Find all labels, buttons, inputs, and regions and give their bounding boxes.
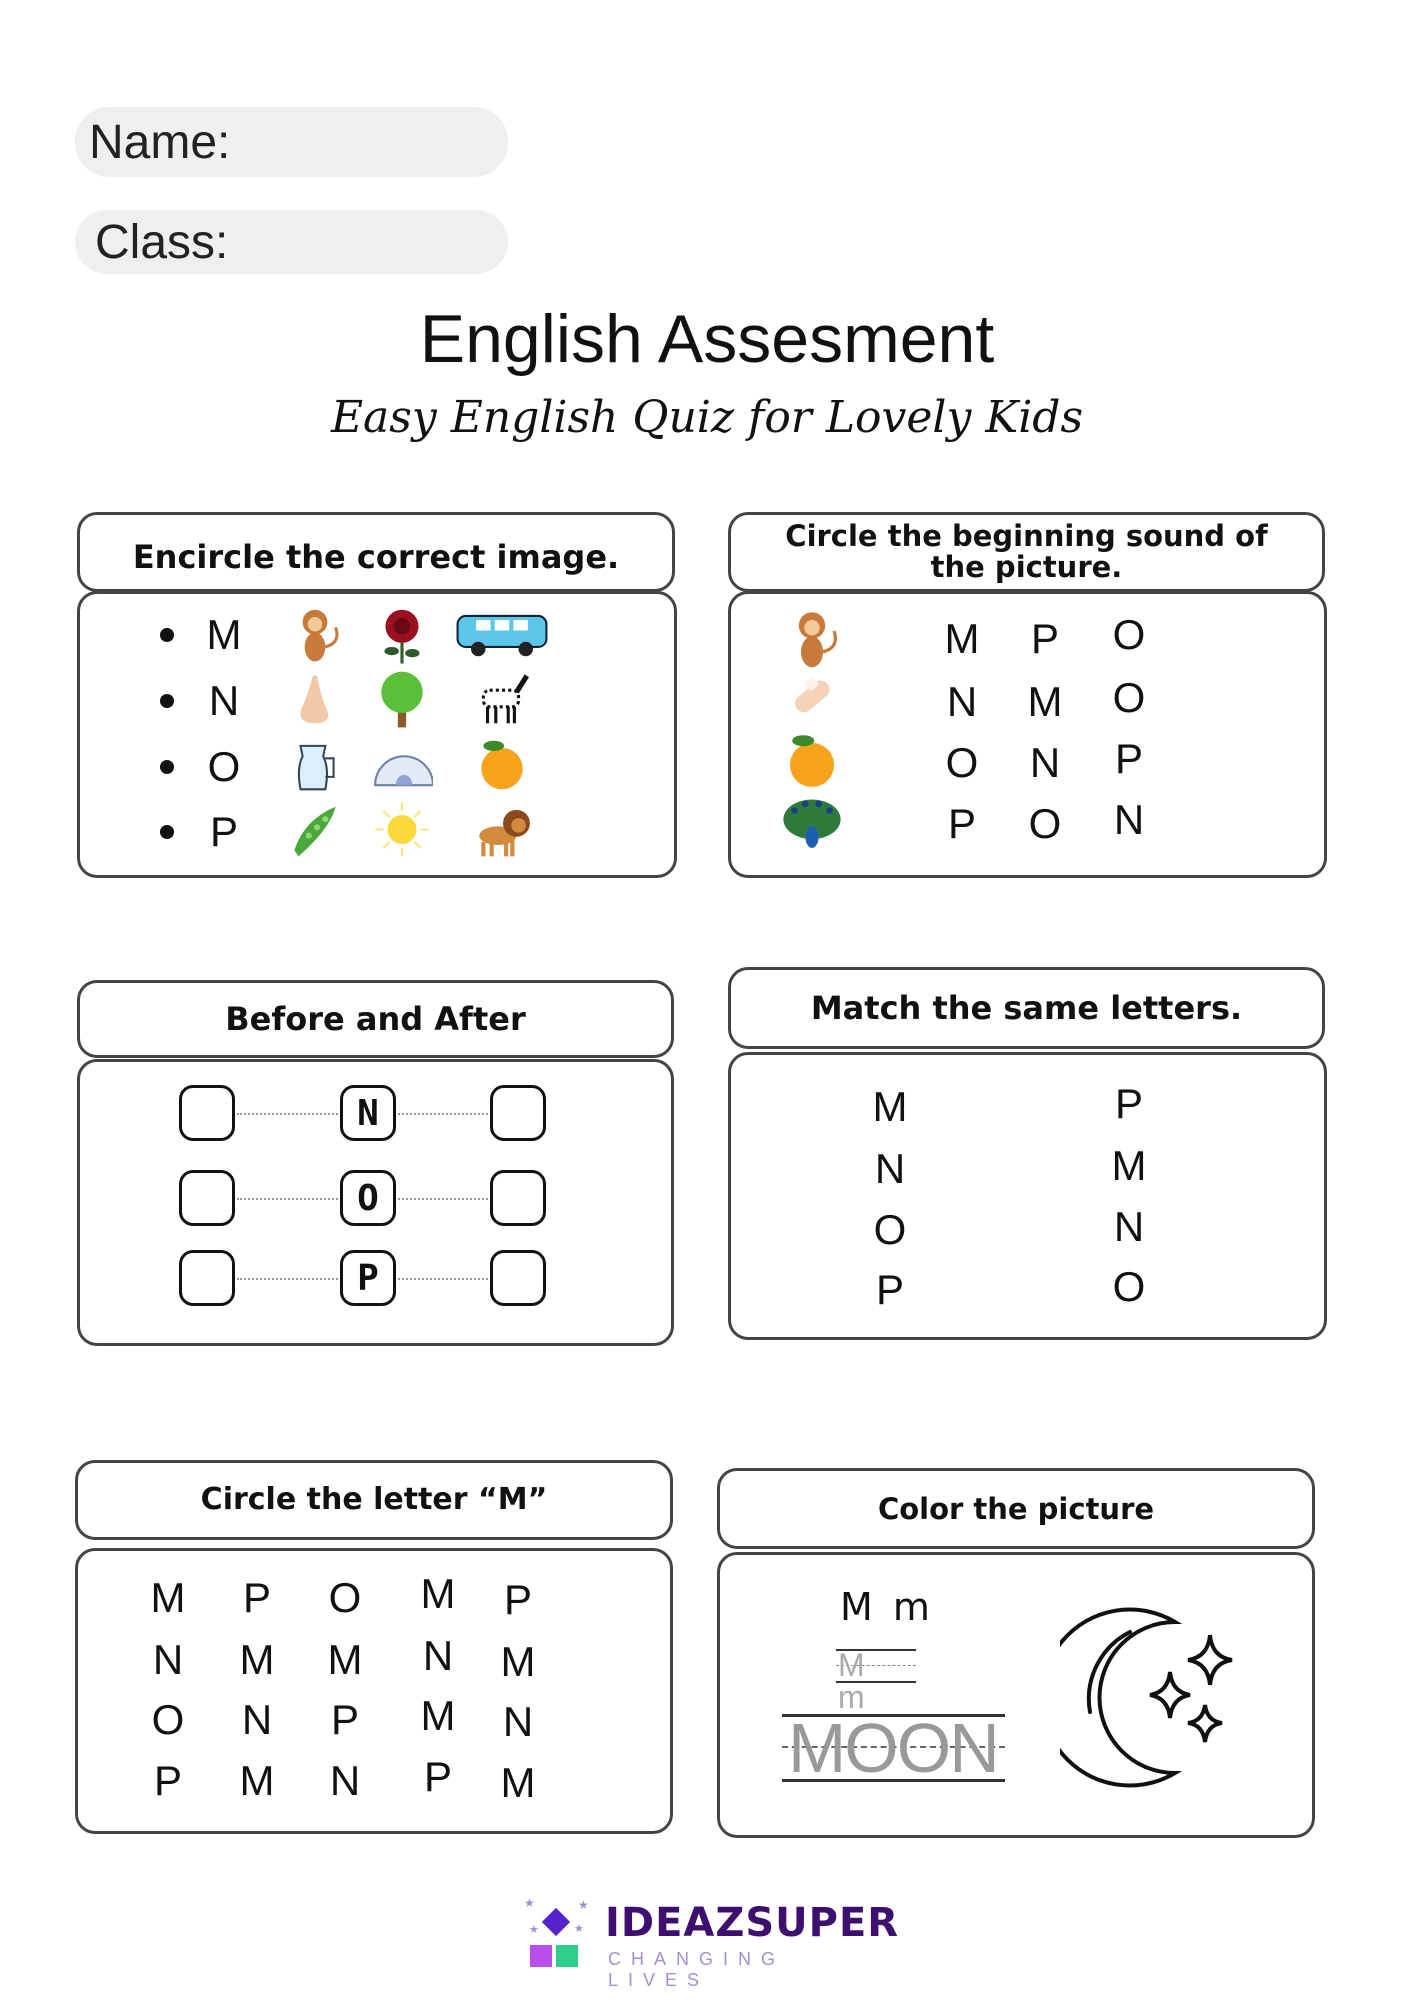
moon-and-stars-icon[interactable] bbox=[1060, 1600, 1260, 1790]
trace-small[interactable] bbox=[836, 1647, 916, 1715]
grid-letter[interactable]: M bbox=[420, 1692, 456, 1739]
match-left-letter[interactable]: N bbox=[874, 1145, 906, 1192]
logo-mark-icon bbox=[520, 1895, 595, 1975]
choice-letter[interactable]: O bbox=[945, 739, 979, 786]
rose-icon[interactable] bbox=[371, 602, 433, 669]
grid-letter[interactable]: O bbox=[151, 1696, 185, 1743]
choice-letter[interactable]: O bbox=[1112, 611, 1146, 658]
grid-letter[interactable]: N bbox=[152, 1636, 184, 1683]
class-label: Class: bbox=[95, 215, 229, 269]
after-answer-box[interactable] bbox=[490, 1250, 546, 1306]
match-left-letter[interactable]: P bbox=[875, 1266, 905, 1313]
monkey-icon[interactable] bbox=[284, 602, 346, 669]
connector-line bbox=[237, 1278, 338, 1280]
grid-letter[interactable]: M bbox=[420, 1570, 456, 1617]
grid-letter[interactable]: P bbox=[503, 1576, 533, 1623]
section-title: Match the same letters. bbox=[810, 989, 1243, 1027]
choice-letter[interactable]: P bbox=[1030, 615, 1060, 662]
grid-letter[interactable]: M bbox=[500, 1759, 536, 1806]
monkey-icon[interactable] bbox=[779, 604, 845, 675]
svg-text:★: ★ bbox=[574, 1923, 584, 1935]
choice-letter[interactable]: O bbox=[1028, 800, 1062, 847]
ideazsuper-logo bbox=[520, 1895, 900, 1990]
letter-o: O bbox=[207, 743, 241, 790]
svg-text:★: ★ bbox=[524, 1896, 535, 1910]
match-right-letter[interactable]: N bbox=[1113, 1203, 1145, 1250]
grid-letter[interactable]: N bbox=[422, 1632, 454, 1679]
grid-letter[interactable]: P bbox=[242, 1574, 272, 1621]
name-label: Name: bbox=[89, 115, 231, 169]
zebra-icon[interactable] bbox=[471, 668, 533, 735]
connector-line bbox=[398, 1278, 488, 1280]
section-title: Before and After bbox=[225, 1000, 526, 1038]
connector-line bbox=[237, 1113, 338, 1115]
connector-line bbox=[398, 1113, 488, 1115]
trace-word-text: MOON bbox=[788, 1709, 998, 1787]
match-left-letter[interactable]: M bbox=[872, 1083, 908, 1130]
bullet bbox=[160, 694, 174, 708]
choice-letter[interactable]: M bbox=[944, 615, 980, 662]
sun-icon[interactable] bbox=[371, 799, 433, 866]
given-letter-box: O bbox=[340, 1170, 396, 1226]
grid-letter[interactable]: M bbox=[500, 1638, 536, 1685]
section-beginning-sound-header bbox=[728, 512, 1325, 592]
section-before-after-header bbox=[77, 980, 674, 1058]
match-right-letter[interactable]: M bbox=[1111, 1142, 1147, 1189]
grid-letter[interactable]: M bbox=[150, 1574, 186, 1621]
page-subtitle: Easy English Quiz for Lovely Kids bbox=[330, 392, 1084, 443]
section-title: Circle the beginning sound of the picture. bbox=[785, 519, 1268, 584]
section-match-header bbox=[728, 967, 1325, 1049]
trace-word[interactable] bbox=[782, 1709, 1005, 1787]
logo-tagline: CHANGING LIVES bbox=[608, 1949, 786, 1990]
tree-icon[interactable] bbox=[371, 668, 433, 735]
grid-letter[interactable]: N bbox=[329, 1757, 361, 1804]
choice-letter[interactable]: N bbox=[946, 678, 978, 725]
given-letter-box: P bbox=[340, 1250, 396, 1306]
page-title: English Assesment bbox=[419, 301, 995, 377]
after-answer-box[interactable] bbox=[490, 1085, 546, 1141]
section-encircle-header bbox=[77, 512, 675, 592]
given-letter-box: N bbox=[340, 1085, 396, 1141]
bullet bbox=[160, 760, 174, 774]
choice-letter[interactable]: N bbox=[1113, 796, 1145, 843]
grid-letter[interactable]: N bbox=[241, 1696, 273, 1743]
lion-icon[interactable] bbox=[471, 799, 533, 866]
grid-letter[interactable]: O bbox=[328, 1574, 362, 1621]
grid-letter[interactable]: N bbox=[502, 1698, 534, 1745]
trace-small-text: M m bbox=[838, 1647, 871, 1715]
section-circle-letter-header bbox=[75, 1460, 673, 1540]
nose-icon[interactable] bbox=[284, 668, 346, 735]
section-title: Circle the letter “M” bbox=[200, 1482, 548, 1517]
letter-p: P bbox=[209, 808, 239, 855]
letter-m: M bbox=[206, 611, 242, 658]
choice-letter[interactable]: O bbox=[1112, 674, 1146, 721]
grid-letter[interactable]: P bbox=[330, 1696, 360, 1743]
bullet bbox=[160, 628, 174, 642]
letter-n: N bbox=[208, 677, 240, 724]
peacock-icon[interactable] bbox=[779, 789, 845, 860]
choice-letter[interactable]: P bbox=[947, 800, 977, 847]
grid-letter[interactable]: M bbox=[327, 1636, 363, 1683]
igloo-icon[interactable] bbox=[371, 734, 433, 801]
logo-name: IDEAZSUPER bbox=[605, 1900, 900, 1946]
choice-letter[interactable]: M bbox=[1027, 678, 1063, 725]
before-answer-box[interactable] bbox=[179, 1085, 235, 1141]
section-title: Color the picture bbox=[877, 1491, 1155, 1526]
match-right-letter[interactable]: O bbox=[1112, 1263, 1146, 1310]
orange-icon[interactable] bbox=[471, 734, 533, 801]
grid-letter[interactable]: M bbox=[239, 1757, 275, 1804]
class-field[interactable] bbox=[75, 210, 508, 274]
svg-text:★: ★ bbox=[578, 1898, 589, 1912]
after-answer-box[interactable] bbox=[490, 1170, 546, 1226]
section-color-header bbox=[717, 1468, 1315, 1549]
section-match-body bbox=[728, 1052, 1327, 1340]
van-icon[interactable] bbox=[455, 602, 549, 669]
peas-icon[interactable] bbox=[284, 799, 346, 866]
connector-line bbox=[398, 1198, 488, 1200]
connector-line bbox=[237, 1198, 338, 1200]
match-left-letter[interactable]: O bbox=[873, 1206, 907, 1253]
letter-pair: M m bbox=[840, 1585, 934, 1629]
grid-letter[interactable]: P bbox=[423, 1753, 453, 1800]
grid-letter[interactable]: P bbox=[153, 1757, 183, 1804]
choice-letter[interactable]: N bbox=[1029, 739, 1061, 786]
name-field[interactable] bbox=[75, 107, 508, 177]
bullet bbox=[160, 825, 174, 839]
choice-letter[interactable]: P bbox=[1114, 735, 1144, 782]
svg-text:★: ★ bbox=[529, 1924, 539, 1936]
before-answer-box[interactable] bbox=[179, 1170, 235, 1226]
before-answer-box[interactable] bbox=[179, 1250, 235, 1306]
jug-icon[interactable] bbox=[284, 734, 346, 801]
match-right-letter[interactable]: P bbox=[1114, 1080, 1144, 1127]
grid-letter[interactable]: M bbox=[239, 1636, 275, 1683]
section-title: Encircle the correct image. bbox=[132, 538, 620, 576]
